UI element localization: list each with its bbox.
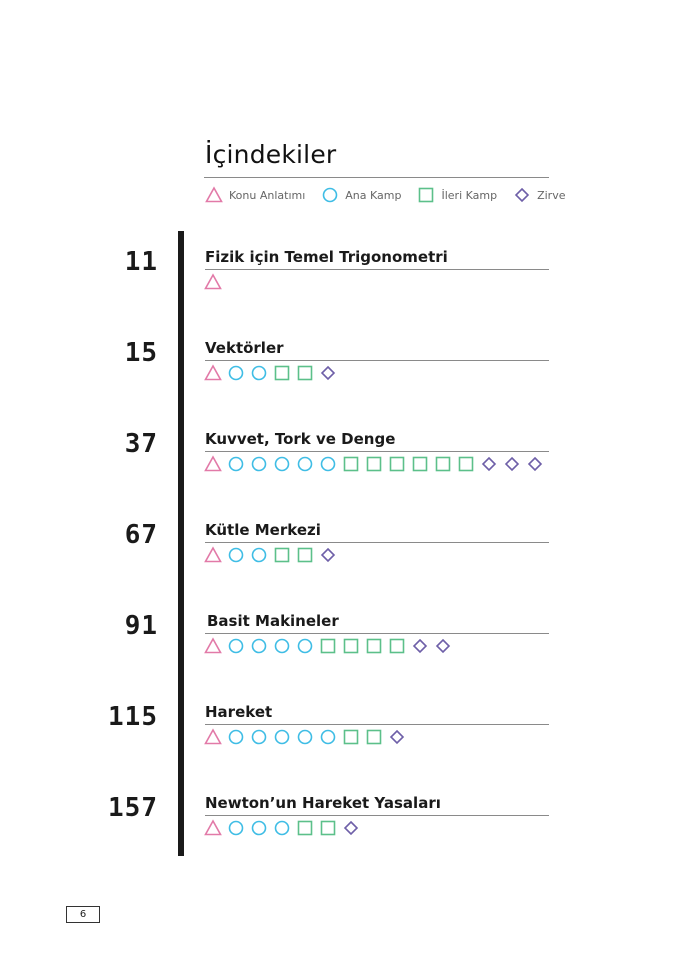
chapter-divider xyxy=(205,451,549,452)
triangle-icon xyxy=(204,637,222,655)
chapter-activity-icons xyxy=(204,364,342,382)
chapter-page-number: 157 xyxy=(108,793,158,823)
legend-label: İleri Kamp xyxy=(441,188,498,202)
circle-icon xyxy=(227,819,245,837)
chapter-title[interactable]: Hareket xyxy=(205,703,273,721)
square-icon xyxy=(365,728,383,746)
legend-item-circle xyxy=(321,186,401,204)
circle-icon xyxy=(250,728,268,746)
timeline-bar xyxy=(178,231,184,856)
legend-label: Konu Anlatımı xyxy=(229,188,306,202)
square-icon xyxy=(457,455,475,473)
triangle-icon xyxy=(204,728,222,746)
square-icon xyxy=(388,637,406,655)
chapter-page-number: 115 xyxy=(108,702,158,732)
chapter-activity-icons xyxy=(204,819,365,837)
chapter-activity-icons xyxy=(204,546,342,564)
diamond-icon xyxy=(513,186,531,204)
chapter-divider xyxy=(205,633,549,634)
chapter-activity-icons xyxy=(204,728,411,746)
legend-label: Zirve xyxy=(537,188,566,202)
square-icon xyxy=(273,546,291,564)
circle-icon xyxy=(319,728,337,746)
title-divider xyxy=(204,177,549,178)
circle-icon xyxy=(250,455,268,473)
chapter-title[interactable]: Kütle Merkezi xyxy=(205,521,321,539)
circle-icon xyxy=(319,455,337,473)
circle-icon xyxy=(296,637,314,655)
circle-icon xyxy=(273,455,291,473)
circle-icon xyxy=(321,186,339,204)
chapter-page-number: 15 xyxy=(124,338,158,368)
legend xyxy=(205,186,582,204)
diamond-icon xyxy=(319,546,337,564)
circle-icon xyxy=(296,455,314,473)
chapter-divider xyxy=(205,542,549,543)
triangle-icon xyxy=(205,186,223,204)
chapter-divider xyxy=(205,815,549,816)
chapter-divider xyxy=(205,360,549,361)
chapter-title[interactable]: Newton’un Hareket Yasaları xyxy=(205,794,441,812)
chapter-divider xyxy=(205,269,549,270)
triangle-icon xyxy=(204,455,222,473)
chapter-activity-icons xyxy=(204,273,227,291)
chapter-page-number: 11 xyxy=(124,247,158,277)
square-icon xyxy=(296,819,314,837)
square-icon xyxy=(417,186,435,204)
circle-icon xyxy=(227,728,245,746)
square-icon xyxy=(296,546,314,564)
square-icon xyxy=(342,455,360,473)
square-icon xyxy=(319,819,337,837)
square-icon xyxy=(296,364,314,382)
diamond-icon xyxy=(526,455,544,473)
square-icon xyxy=(388,455,406,473)
square-icon xyxy=(365,637,383,655)
legend-item-triangle xyxy=(205,186,305,204)
chapter-page-number: 91 xyxy=(124,611,158,641)
triangle-icon xyxy=(204,819,222,837)
square-icon xyxy=(319,637,337,655)
legend-label: Ana Kamp xyxy=(345,188,402,202)
triangle-icon xyxy=(204,546,222,564)
circle-icon xyxy=(250,546,268,564)
square-icon xyxy=(365,455,383,473)
chapter-page-number: 37 xyxy=(124,429,158,459)
circle-icon xyxy=(227,455,245,473)
square-icon xyxy=(342,637,360,655)
footer-page-number: 6 xyxy=(66,906,100,923)
square-icon xyxy=(411,455,429,473)
diamond-icon xyxy=(503,455,521,473)
square-icon xyxy=(434,455,452,473)
circle-icon xyxy=(250,637,268,655)
diamond-icon xyxy=(480,455,498,473)
circle-icon xyxy=(273,728,291,746)
page-title: İçindekiler xyxy=(205,140,337,169)
square-icon xyxy=(273,364,291,382)
circle-icon xyxy=(273,819,291,837)
circle-icon xyxy=(296,728,314,746)
circle-icon xyxy=(273,637,291,655)
diamond-icon xyxy=(319,364,337,382)
legend-item-square xyxy=(417,186,497,204)
circle-icon xyxy=(227,364,245,382)
diamond-icon xyxy=(411,637,429,655)
square-icon xyxy=(342,728,360,746)
chapter-activity-icons xyxy=(204,455,549,473)
chapter-title[interactable]: Vektörler xyxy=(205,339,284,357)
triangle-icon xyxy=(204,273,222,291)
circle-icon xyxy=(250,364,268,382)
chapter-activity-icons xyxy=(204,637,457,655)
chapter-title[interactable]: Kuvvet, Tork ve Denge xyxy=(205,430,396,448)
diamond-icon xyxy=(342,819,360,837)
circle-icon xyxy=(250,819,268,837)
chapter-page-number: 67 xyxy=(124,520,158,550)
circle-icon xyxy=(227,637,245,655)
diamond-icon xyxy=(388,728,406,746)
diamond-icon xyxy=(434,637,452,655)
triangle-icon xyxy=(204,364,222,382)
circle-icon xyxy=(227,546,245,564)
chapter-title[interactable]: Fizik için Temel Trigonometri xyxy=(205,248,448,266)
chapter-divider xyxy=(205,724,549,725)
chapter-title[interactable]: Basit Makineler xyxy=(207,612,339,630)
legend-item-diamond xyxy=(513,186,565,204)
